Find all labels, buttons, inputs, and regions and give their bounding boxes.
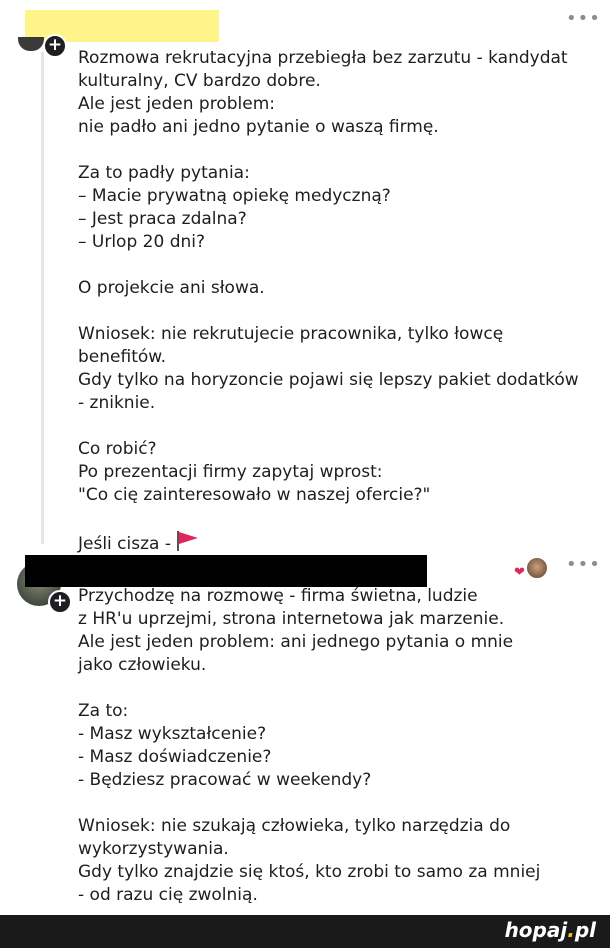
avatar[interactable] — [18, 37, 44, 51]
comment-body: Rozmowa rekrutacyjna przebiegła bez zarzutu - kandydat kulturalny, CV bardzo dobre. Ale jest jeden problem: nie padło ani jedno pytanie o waszą firmę. Za to padły pytania: – Macie prywatną opiekę medyczną? – Jest praca zdalna? – Urlop 20 dni? O projekcie ani słowa. Wniosek: nie rekrutujecie pracownika, tylko łowcę benefitów. Gdy tylko na horyzoncie pojawi się lepszy pakiet dodatków - zniknie. Co robić? Po prezentacji firmy zapytaj wprost: "Co cię zainteresowało w naszej ofercie?" — [78, 48, 579, 505]
brand-main: hopaj — [504, 918, 568, 942]
brand-logo[interactable] — [505, 918, 596, 942]
comment-text: Przychodzę na rozmowę - firma świetna, ludzie z HR'u uprzejmi, strona internetowa jak marzenie. Ale jest jeden problem: ani jednego pytania o mnie jako człowieku. Za to: - Masz wykształcenie? - Masz doświadczenie? - Będziesz pracować w weekendy? Wniosek: nie szukają człowieka, tylko narzędzia do wykorzystywania. Gdy tylko znajdzie się ktoś, kto zrobi to samo za mniej - od razu cię zwolnią. — [78, 586, 541, 905]
censored-author-name — [25, 555, 427, 587]
footer-bar — [0, 915, 610, 948]
reaction-avatar[interactable] — [526, 557, 548, 579]
heart-icon[interactable]: ❤ — [514, 565, 525, 580]
brand-dot: . — [567, 918, 575, 942]
comment-last-line: Jeśli cisza - — [78, 534, 177, 554]
thread-line — [41, 52, 44, 544]
red-flag-icon — [176, 530, 200, 552]
ellipsis-icon[interactable]: ••• — [566, 8, 601, 29]
plus-icon: + — [43, 34, 67, 58]
brand-tld: pl — [574, 918, 596, 942]
plus-icon: + — [48, 590, 72, 614]
ellipsis-icon[interactable]: ••• — [566, 554, 601, 575]
comment-text — [78, 47, 603, 556]
